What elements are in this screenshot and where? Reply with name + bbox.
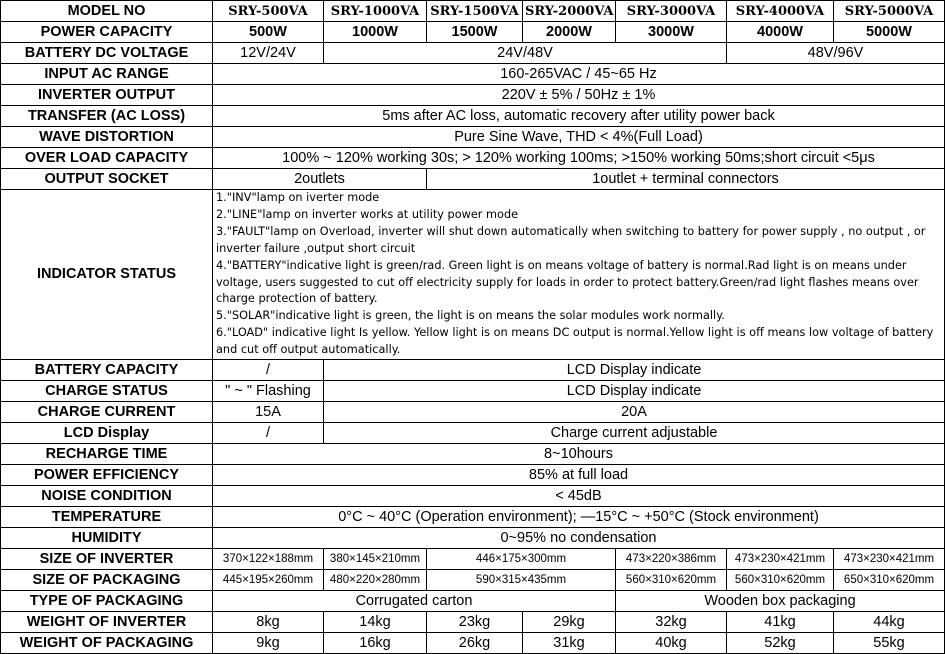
- label-transfer: TRANSFER (AC LOSS): [1, 106, 213, 127]
- power-cell: 5000W: [834, 22, 945, 43]
- model-cell: SRY-4000VA: [727, 1, 834, 22]
- charge-current-value: 20A: [324, 402, 945, 423]
- packaging-size-cell: 560×310×620mm: [727, 570, 834, 591]
- packaging-weight-cell: 40kg: [616, 633, 727, 654]
- label-indicator-status: INDICATOR STATUS: [1, 190, 213, 360]
- output-socket-value: 2outlets: [213, 169, 427, 190]
- label-inverter-output: INVERTER OUTPUT: [1, 85, 213, 106]
- inverter-weight-cell: 23kg: [427, 612, 523, 633]
- indicator-line: 5."SOLAR"indicative light is green, the light is on means the solar modules work normally.: [216, 309, 725, 323]
- row-battery-capacity: [1, 360, 945, 381]
- power-cell: 500W: [213, 22, 324, 43]
- label-type-of-packaging: TYPE OF PACKAGING: [1, 591, 213, 612]
- packaging-size-cell: 445×195×260mm: [213, 570, 324, 591]
- label-weight-of-packaging: WEIGHT OF PACKAGING: [1, 633, 213, 654]
- label-humidity: HUMIDITY: [1, 528, 213, 549]
- row-temperature: [1, 507, 945, 528]
- model-cell: SRY-500VA: [213, 1, 324, 22]
- inverter-size-cell: 473×230×421mm: [727, 549, 834, 570]
- packaging-weight-cell: 26kg: [427, 633, 523, 654]
- label-weight-of-inverter: WEIGHT OF INVERTER: [1, 612, 213, 633]
- indicator-line: 4."BATTERY"indicative light is green/rad. Green light is on means voltage of battery is normal.Rad light is on means under voltage, users suggested to cut off electricity supply for loads in order to protect battery.Green/rad light flashes means over charge protection of battery.: [216, 258, 919, 306]
- inverter-weight-cell: 29kg: [523, 612, 616, 633]
- power-efficiency-value: 85% at full load: [213, 465, 945, 486]
- row-indicator-status: [1, 190, 945, 360]
- indicator-line: 1."INV"lamp on iverter mode: [216, 191, 380, 204]
- label-size-of-inverter: SIZE OF INVERTER: [1, 549, 213, 570]
- indicator-status-text: [213, 190, 945, 360]
- packaging-size-cell: 560×310×620mm: [616, 570, 727, 591]
- inverter-size-cell: 473×230×421mm: [834, 549, 945, 570]
- power-cell: 1500W: [427, 22, 523, 43]
- model-cell: SRY-1500VA: [427, 1, 523, 22]
- power-cell: 3000W: [616, 22, 727, 43]
- row-power-efficiency: [1, 465, 945, 486]
- inverter-weight-cell: 44kg: [834, 612, 945, 633]
- battery-capacity-value: /: [213, 360, 324, 381]
- label-over-load-capacity: OVER LOAD CAPACITY: [1, 148, 213, 169]
- inverter-size-cell: 370×122×188mm: [213, 549, 324, 570]
- packaging-weight-cell: 31kg: [523, 633, 616, 654]
- power-cell: 2000W: [523, 22, 616, 43]
- label-size-of-packaging: SIZE OF PACKAGING: [1, 570, 213, 591]
- indicator-line: 3."FAULT"lamp on Overload, inverter will shut down automatically when switching to battery for power supply , no output , or inverter failure ,output short circuit: [216, 224, 926, 255]
- packaging-weight-cell: 55kg: [834, 633, 945, 654]
- row-model-no: [1, 1, 945, 22]
- label-lcd-display: LCD Display: [1, 423, 213, 444]
- label-wave-distortion: WAVE DISTORTION: [1, 127, 213, 148]
- wave-distortion-value: Pure Sine Wave, THD < 4%(Full Load): [213, 127, 945, 148]
- humidity-value: 0~95% no condensation: [213, 528, 945, 549]
- over-load-capacity-value: 100% ~ 120% working 30s; > 120% working 100ms; >150% working 50ms;short circuit <5μs: [213, 148, 945, 169]
- inverter-weight-cell: 14kg: [324, 612, 427, 633]
- label-battery-capacity: BATTERY CAPACITY: [1, 360, 213, 381]
- label-recharge-time: RECHARGE TIME: [1, 444, 213, 465]
- inverter-output-value: 220V ± 5% / 50Hz ± 1%: [213, 85, 945, 106]
- row-transfer: [1, 106, 945, 127]
- row-size-of-inverter: [1, 549, 945, 570]
- row-recharge-time: [1, 444, 945, 465]
- row-wave-distortion: [1, 127, 945, 148]
- packaging-weight-cell: 52kg: [727, 633, 834, 654]
- packaging-weight-cell: 9kg: [213, 633, 324, 654]
- row-input-ac-range: [1, 64, 945, 85]
- model-cell: SRY-3000VA: [616, 1, 727, 22]
- inverter-size-cell: 446×175×300mm: [427, 549, 616, 570]
- row-output-socket: [1, 169, 945, 190]
- charge-status-value: LCD Display indicate: [324, 381, 945, 402]
- indicator-line: 2."LINE"lamp on inverter works at utility power mode: [216, 207, 519, 221]
- charge-current-value: 15A: [213, 402, 324, 423]
- power-cell: 4000W: [727, 22, 834, 43]
- label-noise-condition: NOISE CONDITION: [1, 486, 213, 507]
- voltage-cell: 24V/48V: [324, 43, 727, 64]
- output-socket-value: 1outlet + terminal connectors: [427, 169, 945, 190]
- row-noise-condition: [1, 486, 945, 507]
- label-power-efficiency: POWER EFFICIENCY: [1, 465, 213, 486]
- input-ac-range-value: 160-265VAC / 45~65 Hz: [213, 64, 945, 85]
- row-power-capacity: [1, 22, 945, 43]
- row-charge-current: [1, 402, 945, 423]
- packaging-size-cell: 650×310×620mm: [834, 570, 945, 591]
- row-size-of-packaging: [1, 570, 945, 591]
- label-charge-status: CHARGE STATUS: [1, 381, 213, 402]
- voltage-cell: 12V/24V: [213, 43, 324, 64]
- packaging-type-value: Corrugated carton: [213, 591, 616, 612]
- inverter-size-cell: 380×145×210mm: [324, 549, 427, 570]
- row-over-load-capacity: [1, 148, 945, 169]
- label-power-capacity: POWER CAPACITY: [1, 22, 213, 43]
- row-lcd-display: [1, 423, 945, 444]
- voltage-cell: 48V/96V: [727, 43, 945, 64]
- row-type-of-packaging: [1, 591, 945, 612]
- label-battery-dc-voltage: BATTERY DC VOLTAGE: [1, 43, 213, 64]
- row-charge-status: [1, 381, 945, 402]
- lcd-display-value: Charge current adjustable: [324, 423, 945, 444]
- inverter-weight-cell: 8kg: [213, 612, 324, 633]
- recharge-time-value: 8~10hours: [213, 444, 945, 465]
- model-cell: SRY-2000VA: [523, 1, 616, 22]
- noise-condition-value: < 45dB: [213, 486, 945, 507]
- packaging-size-cell: 590×315×435mm: [427, 570, 616, 591]
- inverter-weight-cell: 41kg: [727, 612, 834, 633]
- row-inverter-output: [1, 85, 945, 106]
- packaging-size-cell: 480×220×280mm: [324, 570, 427, 591]
- row-weight-of-inverter: [1, 612, 945, 633]
- transfer-value: 5ms after AC loss, automatic recovery after utility power back: [213, 106, 945, 127]
- label-input-ac-range: INPUT AC RANGE: [1, 64, 213, 85]
- charge-status-value: " ~ " Flashing: [213, 381, 324, 402]
- temperature-value: 0°C ~ 40°C (Operation environment); —15°C ~ +50°C (Stock environment): [213, 507, 945, 528]
- row-battery-dc-voltage: [1, 43, 945, 64]
- label-output-socket: OUTPUT SOCKET: [1, 169, 213, 190]
- model-cell: SRY-5000VA: [834, 1, 945, 22]
- inverter-weight-cell: 32kg: [616, 612, 727, 633]
- model-cell: SRY-1000VA: [324, 1, 427, 22]
- power-cell: 1000W: [324, 22, 427, 43]
- row-weight-of-packaging: [1, 633, 945, 654]
- label-temperature: TEMPERATURE: [1, 507, 213, 528]
- label-charge-current: CHARGE CURRENT: [1, 402, 213, 423]
- label-model-no: MODEL NO: [1, 1, 213, 22]
- inverter-size-cell: 473×220×386mm: [616, 549, 727, 570]
- battery-capacity-value: LCD Display indicate: [324, 360, 945, 381]
- indicator-line: 6."LOAD" indicative light Is yellow. Yellow light is on means DC output is normal.Yellow light is off means low voltage of battery and cut off output automatically.: [216, 326, 934, 357]
- packaging-type-value: Wooden box packaging: [616, 591, 945, 612]
- packaging-weight-cell: 16kg: [324, 633, 427, 654]
- lcd-display-value: /: [213, 423, 324, 444]
- row-humidity: [1, 528, 945, 549]
